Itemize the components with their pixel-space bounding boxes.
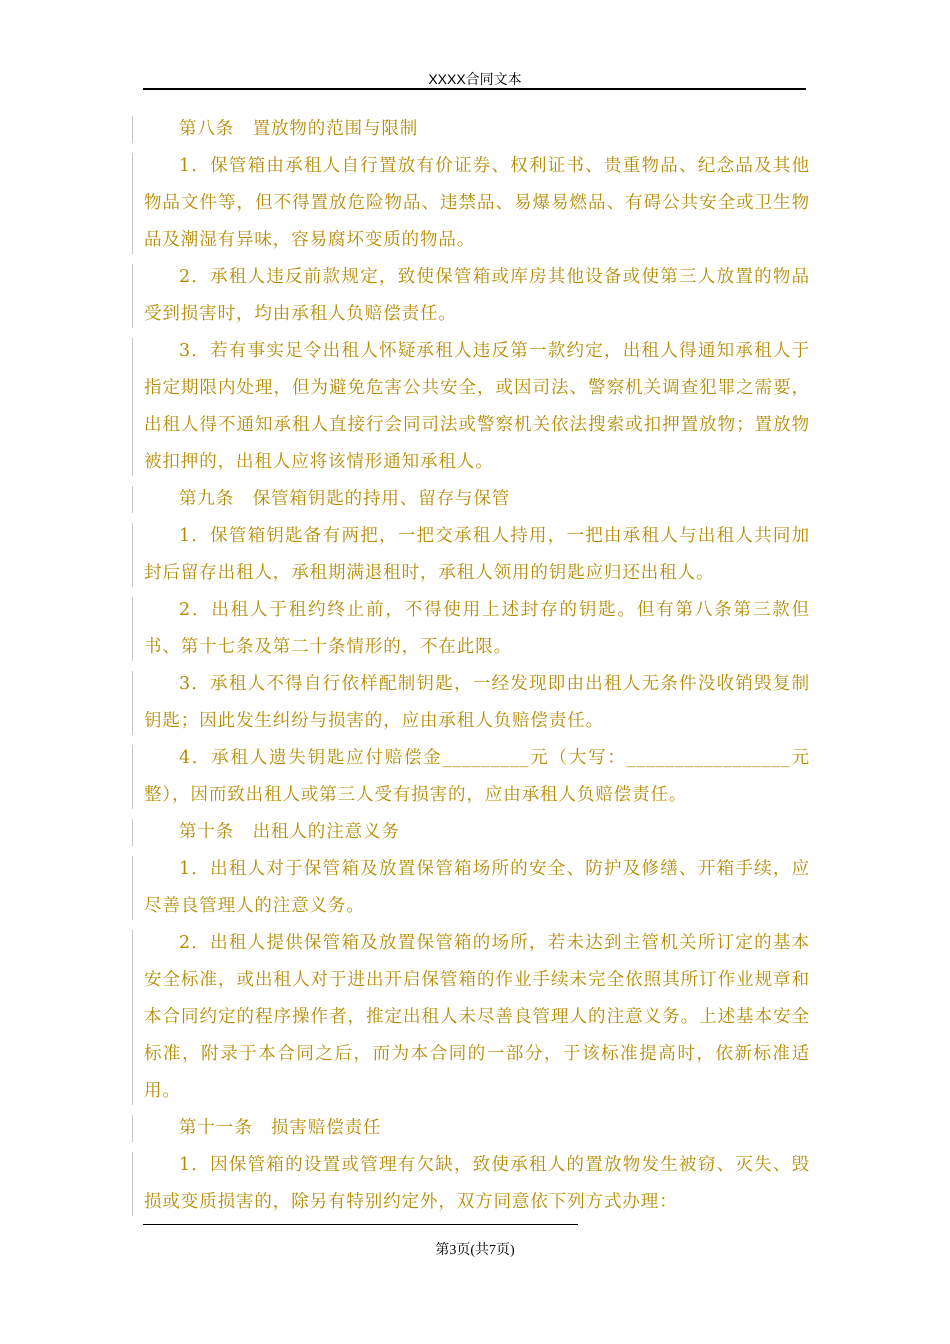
article-9-clause-1: 1．保管箱钥匙备有两把，一把交承租人持用，一把由承租人与出租人共同加封后留存出租人，承租期满退租时，承租人领用的钥匙应归还出租人。 xyxy=(144,518,810,592)
article-11-heading: 第十一条 损害赔偿责任 xyxy=(144,1110,810,1147)
article-10-clause-2: 2．出租人提供保管箱及放置保管箱的场所，若未达到主管机关所订定的基本安全标准，或出租人对于进出开启保管箱的作业手续未完全依照其所订作业规章和本合同约定的程序操作者，推定出租人未尽善良管理人的注意义务。上述基本安全标准，附录于本合同之后，而为本合同的一部分，于该标准提高时，依新标准适用。 xyxy=(144,925,810,1110)
article-9-clause-2: 2．出租人于租约终止前，不得使用上述封存的钥匙。但有第八条第三款但书、第十七条及第二十条情形的，不在此限。 xyxy=(144,592,810,666)
article-9-heading: 第九条 保管箱钥匙的持用、留存与保管 xyxy=(144,481,810,518)
page-number: 第3页(共7页) xyxy=(435,1243,515,1258)
document-header-title: XXXX合同文本 xyxy=(428,71,522,87)
article-8-clause-2: 2．承租人违反前款规定，致使保管箱或库房其他设备或使第三人放置的物品受到损害时，均由承租人负赔偿责任。 xyxy=(144,259,810,333)
article-8-clause-3: 3．若有事实足令出租人怀疑承租人违反第一款约定，出租人得通知承租人于指定期限内处理，但为避免危害公共安全，或因司法、警察机关调查犯罪之需要，出租人得不通知承租人直接行会同司法或警察机关依法搜索或扣押置放物；置放物被扣押的，出租人应将该情形通知承租人。 xyxy=(144,333,810,481)
document-body xyxy=(144,111,810,1221)
article-11-clause-1: 1．因保管箱的设置或管理有欠缺，致使承租人的置放物发生被窃、灭失、毁损或变质损害的，除另有特别约定外，双方同意依下列方式办理： xyxy=(144,1147,810,1221)
header-divider xyxy=(143,88,806,90)
article-8-heading: 第八条 置放物的范围与限制 xyxy=(144,111,810,148)
article-9-clause-4: 4．承租人遗失钥匙应付赔偿金_________元（大写：_________________元整），因而致出租人或第三人受有损害的，应由承租人负赔偿责任。 xyxy=(144,740,810,814)
article-8-clause-1: 1．保管箱由承租人自行置放有价证券、权利证书、贵重物品、纪念品及其他物品文件等，但不得置放危险物品、违禁品、易爆易燃品、有碍公共安全或卫生物品及潮湿有异味，容易腐坏变质的物品。 xyxy=(144,148,810,259)
article-9-clause-3: 3．承租人不得自行依样配制钥匙，一经发现即由出租人无条件没收销毁复制钥匙；因此发生纠纷与损害的，应由承租人负赔偿责任。 xyxy=(144,666,810,740)
footer-divider xyxy=(143,1224,578,1225)
article-10-clause-1: 1．出租人对于保管箱及放置保管箱场所的安全、防护及修缮、开箱手续，应尽善良管理人的注意义务。 xyxy=(144,851,810,925)
article-10-heading: 第十条 出租人的注意义务 xyxy=(144,814,810,851)
